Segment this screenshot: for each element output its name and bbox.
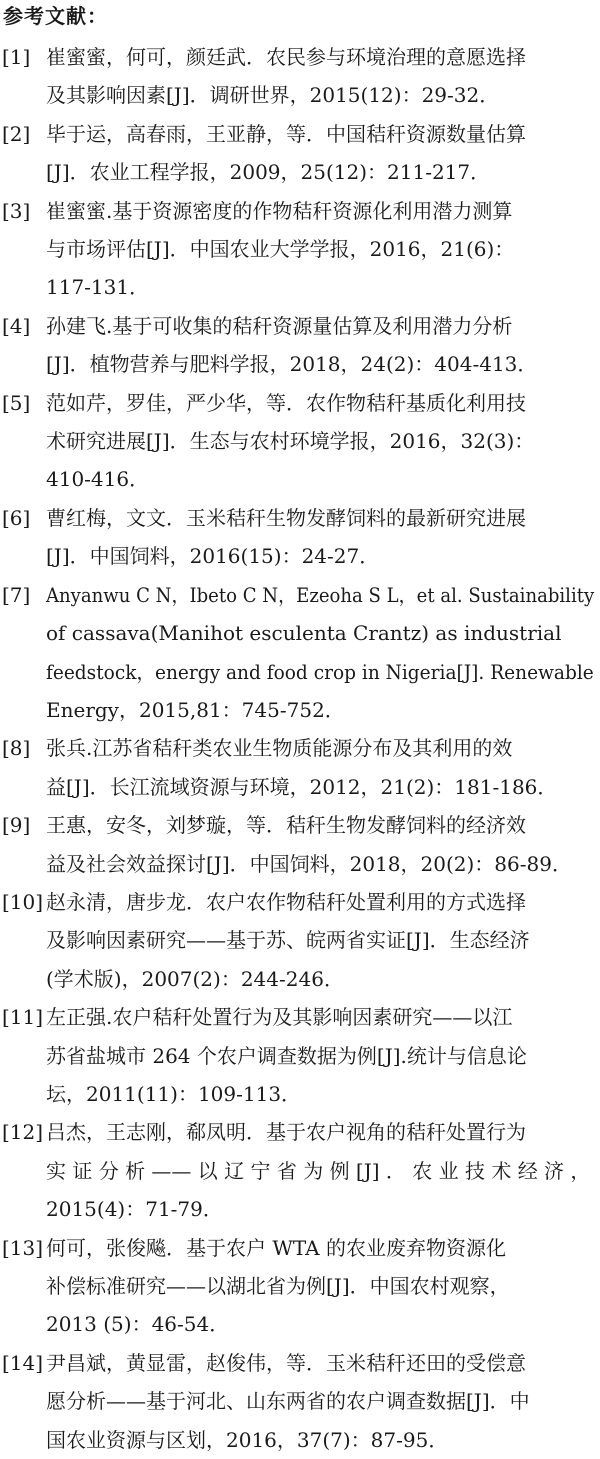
reference-number: [9] bbox=[2, 813, 31, 838]
reference-text-line: 孙建飞.基于可收集的秸秆资源量估算及利用潜力分析 bbox=[46, 313, 513, 338]
reference-text-line: 崔蜜蜜，何可，颜廷武．农民参与环境治理的意愿选择 bbox=[46, 45, 526, 69]
reference-number: [10] bbox=[2, 889, 44, 914]
reference-number: [8] bbox=[2, 736, 31, 761]
reference-text-line: 苏省盐城市 264 个农户调查数据为例[J].统计与信息论 bbox=[46, 1043, 527, 1068]
reference-item bbox=[0, 1113, 600, 1228]
reference-text-line: 毕于运，高春雨，王亚静，等．中国秸秆资源数量估算 bbox=[46, 121, 526, 146]
reference-item bbox=[0, 1229, 600, 1344]
reference-text-line: 尹昌斌，黄显雷，赵俊伟，等．玉米秸秆还田的受偿意 bbox=[46, 1350, 526, 1375]
reference-text-line: 坛，2011(11)：109-113． bbox=[46, 1081, 302, 1106]
reference-text-line: 410-416． bbox=[46, 467, 150, 492]
reference-text-line: [J]．植物营养与肥料学报，2018，24(2)：404-413． bbox=[46, 352, 538, 377]
reference-number: [7] bbox=[2, 582, 31, 607]
reference-text-line: 范如芹，罗佳，严少华，等．农作物秸秆基质化利用技 bbox=[46, 390, 526, 415]
reference-text-line: [J]．农业工程学报，2009，25(12)：211-217． bbox=[46, 160, 491, 185]
reference-text-line: 张兵.江苏省秸秆类农业生物质能源分布及其利用的效 bbox=[46, 736, 513, 761]
reference-text-line: 实 证 分 析 —— 以 辽 宁 省 为 例 [J] ． 农 业 技 术 经 济 ， bbox=[46, 1158, 591, 1183]
reference-text-line: 补偿标准研究——以湖北省为例[J]．中国农村观察， bbox=[46, 1274, 510, 1298]
reference-item bbox=[0, 192, 600, 307]
reference-item bbox=[0, 1344, 600, 1459]
reference-number: [13] bbox=[2, 1235, 44, 1260]
reference-text-line: 117-131． bbox=[46, 275, 150, 300]
reference-number: [2] bbox=[2, 121, 31, 146]
reference-item bbox=[0, 883, 600, 998]
reference-text-line: 王惠，安冬，刘梦璇，等．秸秆生物发酵饲料的经济效 bbox=[46, 813, 526, 838]
reference-number: [14] bbox=[2, 1350, 44, 1375]
reference-number: [11] bbox=[2, 1005, 44, 1030]
reference-number: [6] bbox=[2, 505, 31, 530]
reference-item bbox=[0, 998, 600, 1113]
reference-text-line: 术研究进展[J]．生态与农村环境学报，2016，32(3)： bbox=[46, 429, 535, 454]
reference-text-line: 崔蜜蜜.基于资源密度的作物秸秆资源化利用潜力测算 bbox=[46, 198, 513, 223]
reference-item bbox=[0, 38, 600, 115]
references-heading: 参考文献： bbox=[3, 4, 108, 28]
reference-item bbox=[0, 115, 600, 192]
reference-number: [12] bbox=[2, 1120, 44, 1145]
reference-text-line: [J]．中国饲料，2016(15)：24-27． bbox=[46, 544, 380, 569]
reference-number: [3] bbox=[2, 198, 31, 223]
reference-text-line: 曹红梅，文文．玉米秸秆生物发酵饲料的最新研究进展 bbox=[46, 505, 526, 530]
reference-text-line: 2015(4)：71-79． bbox=[46, 1197, 223, 1222]
reference-text-line: 赵永清，唐步龙．农户农作物秸秆处置利用的方式选择 bbox=[46, 889, 526, 914]
reference-item bbox=[0, 499, 600, 576]
reference-text-line: 国农业资源与区划，2016，37(7)：87-95． bbox=[46, 1427, 449, 1452]
reference-text-line: 何可，张俊飚．基于农户 WTA 的农业废弃物资源化 bbox=[46, 1235, 506, 1260]
reference-item bbox=[0, 806, 600, 883]
reference-number: [4] bbox=[2, 313, 31, 338]
reference-text-line: 吕杰，王志刚，郗凤明．基于农户视角的秸秆处置行为 bbox=[46, 1120, 526, 1145]
reference-list bbox=[0, 38, 600, 1459]
reference-text-line: 2013 (5)：46-54． bbox=[46, 1312, 230, 1337]
reference-text-line: 益[J]．长江流域资源与环境，2012，21(2)：181-186． bbox=[46, 774, 558, 799]
reference-text-line: 左正强.农户秸秆处置行为及其影响因素研究——以江 bbox=[46, 1005, 513, 1030]
reference-item bbox=[0, 307, 600, 384]
reference-item bbox=[0, 576, 600, 730]
reference-text-line: 与市场评估[J]．中国农业大学学报，2016，21(6)： bbox=[46, 237, 515, 262]
reference-number: [5] bbox=[2, 390, 31, 415]
reference-text-line: 及其影响因素[J]．调研世界，2015(12)：29-32． bbox=[46, 83, 500, 108]
reference-text-line: 及影响因素研究——基于苏、皖两省实证[J]．生态经济 bbox=[46, 928, 530, 953]
reference-number: [1] bbox=[2, 45, 31, 69]
reference-text-line: 愿分析——基于河北、山东两省的农户调查数据[J]．中 bbox=[46, 1389, 530, 1414]
reference-text-line: Anyanwu C N，Ibeto C N，Ezeoha S L，et al. Sustainability bbox=[46, 582, 595, 607]
reference-text-line: of cassava(Manihot esculenta Crantz) as industrial bbox=[46, 621, 562, 646]
reference-text-line: 益及社会效益探讨[J]．中国饲料，2018，20(2)：86-89． bbox=[46, 851, 572, 876]
reference-text-line: feedstock，energy and food crop in Nigeria[J]. Renewable bbox=[46, 659, 594, 684]
reference-text-line: Energy，2015,81：745-752． bbox=[46, 697, 345, 722]
reference-item bbox=[0, 384, 600, 499]
reference-item bbox=[0, 729, 600, 806]
reference-text-line: (学术版)，2007(2)：244-246． bbox=[46, 966, 344, 991]
